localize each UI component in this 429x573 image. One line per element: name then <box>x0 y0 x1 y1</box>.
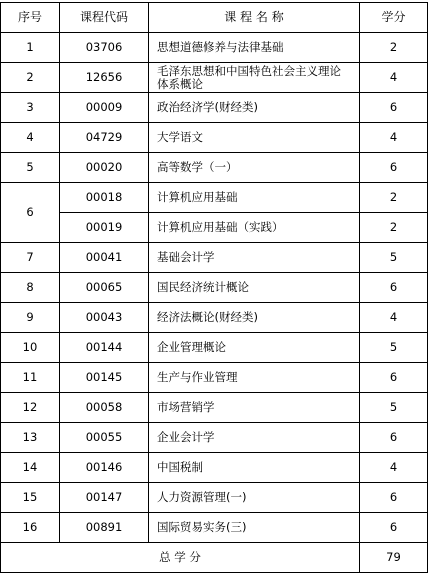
row-name: 企业管理概论 <box>149 333 360 363</box>
table-row <box>1 513 428 543</box>
table-row <box>1 423 428 453</box>
row-name: 经济法概论(财经类) <box>149 303 360 333</box>
row-seq: 9 <box>1 303 60 333</box>
table-row <box>1 93 428 123</box>
table-row <box>1 303 428 333</box>
table-row <box>1 273 428 303</box>
table-row <box>1 483 428 513</box>
row-credits: 6 <box>360 153 428 183</box>
total-value: 79 <box>360 543 428 573</box>
row-code: 04729 <box>60 123 149 153</box>
row-seq: 6 <box>1 183 60 243</box>
row-code: 03706 <box>60 33 149 63</box>
row-code: 00058 <box>60 393 149 423</box>
total-label: 总 学 分 <box>1 543 360 573</box>
row-credits: 6 <box>360 423 428 453</box>
row-code: 00009 <box>60 93 149 123</box>
header-name: 课 程 名 称 <box>149 3 360 33</box>
row-name: 政治经济学(财经类) <box>149 93 360 123</box>
table-row <box>1 243 428 273</box>
row-code: 00144 <box>60 333 149 363</box>
row-code: 00020 <box>60 153 149 183</box>
header-code: 课程代码 <box>60 3 149 33</box>
row-credits: 2 <box>360 213 428 243</box>
row-seq: 12 <box>1 393 60 423</box>
row-code: 00043 <box>60 303 149 333</box>
course-table <box>0 2 428 573</box>
row-seq: 2 <box>1 63 60 93</box>
row-credits: 2 <box>360 33 428 63</box>
row-name: 人力资源管理(一) <box>149 483 360 513</box>
header-seq: 序号 <box>1 3 60 33</box>
row-seq: 16 <box>1 513 60 543</box>
row-name: 高等数学（一） <box>149 153 360 183</box>
row-name: 市场营销学 <box>149 393 360 423</box>
header-row <box>1 3 428 33</box>
row-credits: 6 <box>360 483 428 513</box>
table-row <box>1 453 428 483</box>
row-seq: 3 <box>1 93 60 123</box>
row-code: 00019 <box>60 213 149 243</box>
row-name: 计算机应用基础（实践） <box>149 213 360 243</box>
table-row <box>1 153 428 183</box>
row-credits: 4 <box>360 63 428 93</box>
table-row <box>1 333 428 363</box>
row-code: 12656 <box>60 63 149 93</box>
table-row <box>1 213 428 243</box>
total-row <box>1 543 428 573</box>
row-seq: 15 <box>1 483 60 513</box>
row-name: 毛泽东思想和中国特色社会主义理论体系概论 <box>149 63 360 93</box>
table-row <box>1 363 428 393</box>
row-code: 00065 <box>60 273 149 303</box>
row-code: 00018 <box>60 183 149 213</box>
row-code: 00147 <box>60 483 149 513</box>
row-name: 计算机应用基础 <box>149 183 360 213</box>
row-seq: 1 <box>1 33 60 63</box>
table-row <box>1 63 428 93</box>
row-credits: 5 <box>360 333 428 363</box>
row-seq: 5 <box>1 153 60 183</box>
row-name: 国民经济统计概论 <box>149 273 360 303</box>
row-name: 中国税制 <box>149 453 360 483</box>
row-credits: 6 <box>360 363 428 393</box>
row-credits: 5 <box>360 243 428 273</box>
row-seq: 8 <box>1 273 60 303</box>
row-credits: 6 <box>360 93 428 123</box>
row-seq: 14 <box>1 453 60 483</box>
row-credits: 5 <box>360 393 428 423</box>
table-row <box>1 33 428 63</box>
row-credits: 6 <box>360 273 428 303</box>
row-name: 生产与作业管理 <box>149 363 360 393</box>
table-row <box>1 183 428 213</box>
row-code: 00041 <box>60 243 149 273</box>
row-credits: 6 <box>360 513 428 543</box>
header-credits: 学分 <box>360 3 428 33</box>
row-name: 大学语文 <box>149 123 360 153</box>
table-row <box>1 393 428 423</box>
row-seq: 11 <box>1 363 60 393</box>
row-code: 00055 <box>60 423 149 453</box>
row-credits: 4 <box>360 123 428 153</box>
row-seq: 7 <box>1 243 60 273</box>
row-credits: 4 <box>360 453 428 483</box>
row-code: 00145 <box>60 363 149 393</box>
row-name: 国际贸易实务(三) <box>149 513 360 543</box>
row-seq: 13 <box>1 423 60 453</box>
row-name: 思想道德修养与法律基础 <box>149 33 360 63</box>
row-code: 00891 <box>60 513 149 543</box>
row-code: 00146 <box>60 453 149 483</box>
row-credits: 4 <box>360 303 428 333</box>
row-seq: 4 <box>1 123 60 153</box>
row-name: 企业会计学 <box>149 423 360 453</box>
table-row <box>1 123 428 153</box>
row-credits: 2 <box>360 183 428 213</box>
row-seq: 10 <box>1 333 60 363</box>
row-name: 基础会计学 <box>149 243 360 273</box>
